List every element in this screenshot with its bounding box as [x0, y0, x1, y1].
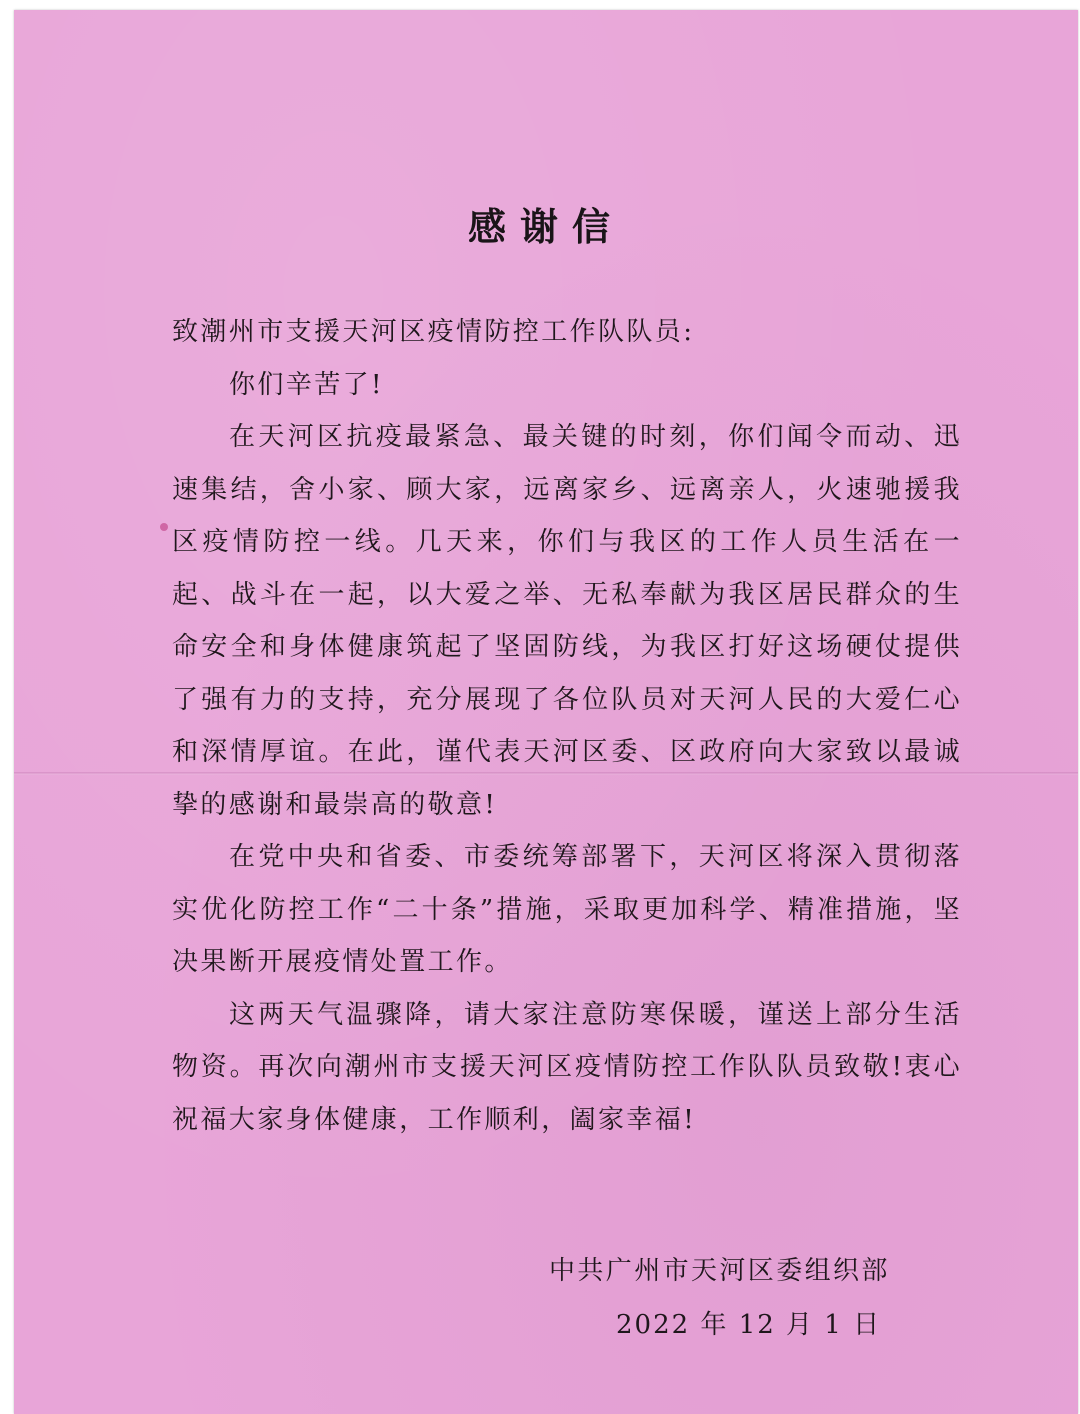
- signature-date: 2022 年 12 月 1 日: [616, 1310, 882, 1340]
- letter-body: [172, 306, 962, 1146]
- letter-title: 感谢信: [467, 204, 624, 249]
- letter-paragraph-thanks: 在天河区抗疫最紧急、最关键的时刻，你们闻令而动、迅速集结，舍小家、顾大家，远离家乡、远离亲人，火速驰援我区疫情防控一线。几天来，你们与我区的工作人员生活在一起、战斗在一起，以大爱之举、无私奉献为我区居民群众的生命安全和身体健康筑起了坚固防线，为我区打好这场硬仗提供了强有力的支持，充分展现了各位队员对天河人民的大爱仁心和深情厚谊。在此，谨代表天河区委、区政府向大家致以最诚挚的感谢和最崇高的敬意!: [172, 422, 962, 820]
- signature-organization: 中共广州市天河区委组织部: [549, 1256, 890, 1286]
- letter-salutation: 致潮州市支援天河区疫情防控工作队队员:: [172, 317, 695, 347]
- ink-dot-mark: [160, 523, 168, 531]
- letter-paper: [14, 10, 1078, 1414]
- letter-paragraph-measures: 在党中央和省委、市委统筹部署下，天河区将深入贯彻落实优化防控工作“二十条”措施，采取更加科学、精准措施，坚决果断开展疫情处置工作。: [172, 842, 962, 977]
- letter-paragraph-greeting: 你们辛苦了!: [229, 369, 384, 400]
- letter-paragraph-blessing: 这两天气温骤降，请大家注意防寒保暖，谨送上部分生活物资。再次向潮州市支援天河区疫情防控工作队队员致敬!衷心祝福大家身体健康，工作顺利，阖家幸福!: [172, 999, 962, 1135]
